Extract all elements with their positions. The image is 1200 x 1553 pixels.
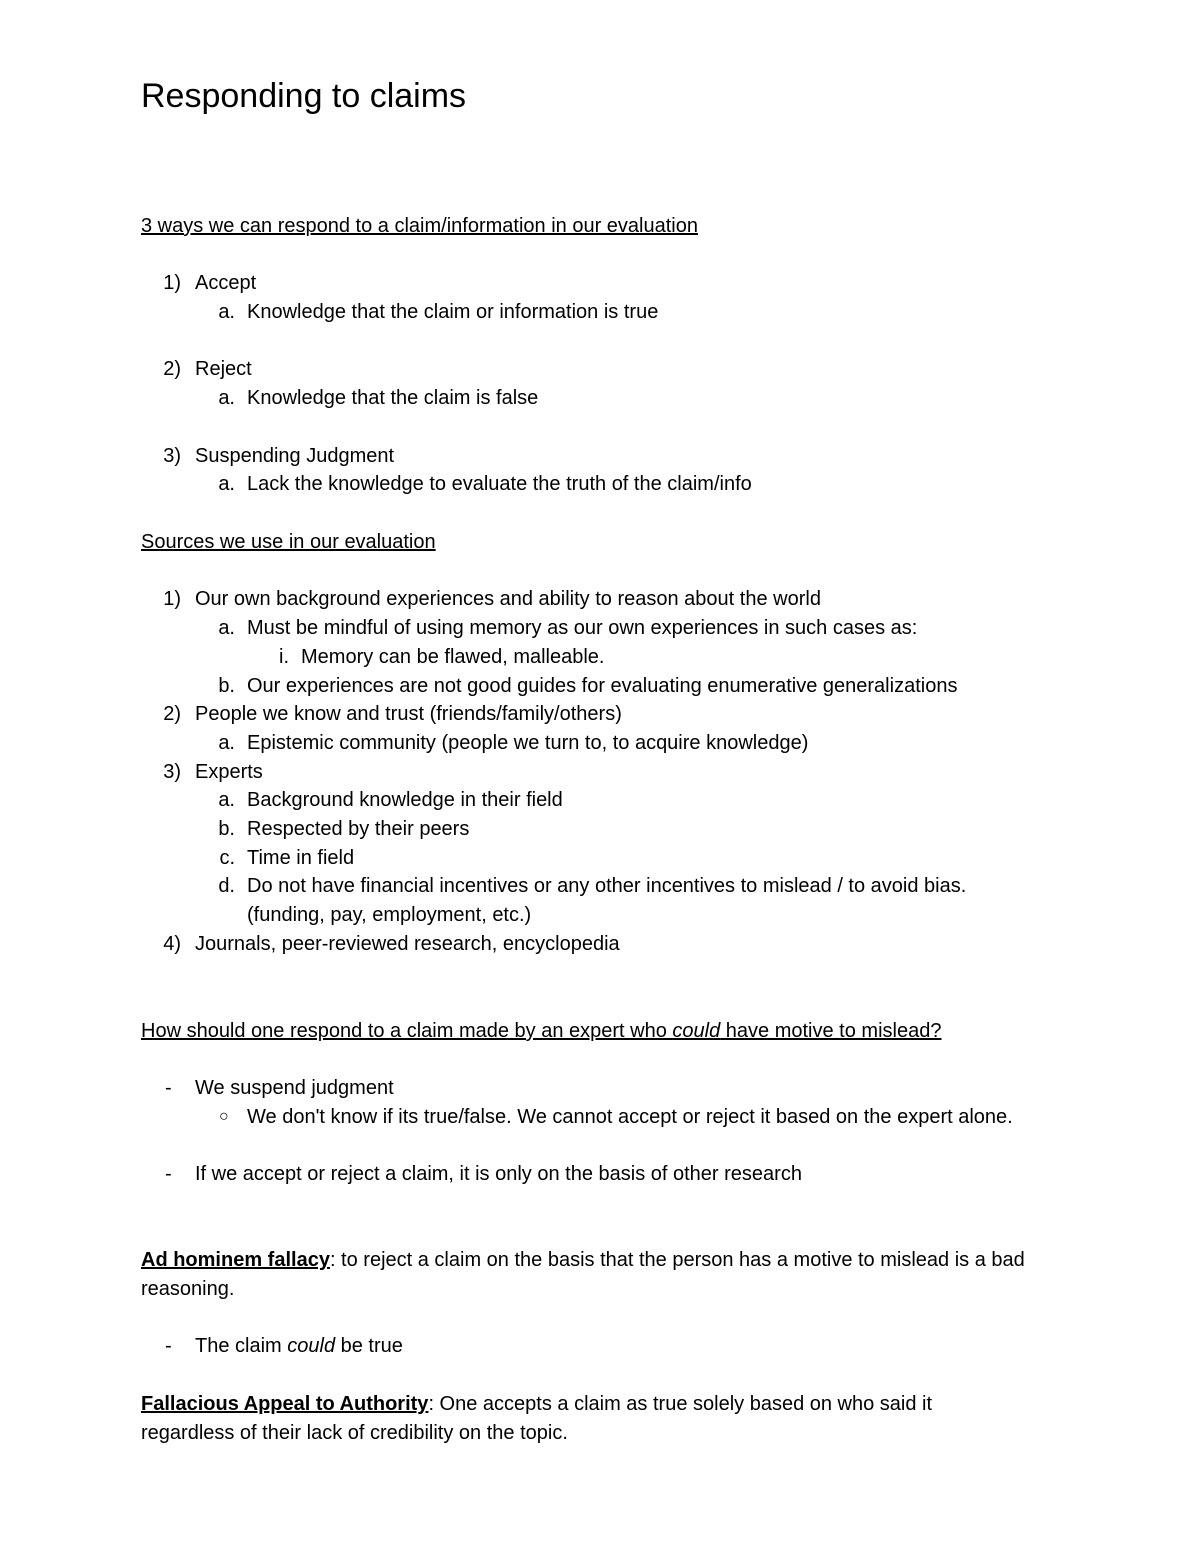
sub-bullet-item-text: We don't know if its true/false. We cannot accept or reject it based on the expert alone. — [247, 1106, 1013, 1129]
list-marker: 1) — [163, 588, 181, 611]
bullet-item — [141, 1074, 1061, 1103]
list-marker: 1) — [163, 272, 181, 295]
definition-term: Ad hominem fallacy — [141, 1249, 330, 1271]
sub-list-item-text: Background knowledge in their field — [247, 789, 563, 812]
sub-list-item — [141, 729, 1061, 758]
bullet-item — [141, 1332, 1051, 1361]
sub-sub-list-item — [141, 643, 1061, 672]
sub-list-item — [141, 815, 1061, 844]
sub-list-item — [141, 786, 1061, 815]
list-marker: a. — [218, 731, 235, 754]
section-ad-hominem — [141, 1246, 1051, 1361]
bullet-item-text: We suspend judgment — [195, 1077, 394, 1100]
section-sources — [141, 528, 1061, 959]
list-item-text: Accept — [195, 272, 257, 295]
sub-list-item-text: Our experiences are not good guides for evaluating enumerative generalizations — [247, 674, 958, 697]
list-item — [141, 355, 1061, 384]
sub-list-item — [141, 844, 1061, 873]
sub-list-item-text: Knowledge that the claim or information is true — [247, 301, 659, 324]
list-marker: 3) — [163, 760, 181, 783]
sub-list-item-text: Must be mindful of using memory as our own experiences in such cases as: — [247, 617, 918, 640]
list-item — [141, 758, 1061, 787]
list-item — [141, 269, 1061, 298]
list-marker: c. — [219, 846, 235, 869]
sub-list-item-text: Do not have financial incentives or any other incentives to mislead / to avoid bias. (funding, pay, employment, etc.) — [247, 875, 967, 927]
list-item-text: Journals, peer-reviewed research, encyclopedia — [195, 932, 620, 955]
definition-appeal-authority — [141, 1390, 991, 1447]
definition-ad-hominem — [141, 1246, 1051, 1303]
sub-sub-list-item-text: Memory can be flawed, malleable. — [301, 645, 605, 668]
dash-marker: - — [165, 1335, 172, 1358]
dash-marker: - — [165, 1163, 172, 1186]
section-appeal-authority — [141, 1390, 991, 1447]
bullet-item — [141, 1160, 1061, 1189]
sub-list-item-text: Time in field — [247, 846, 355, 869]
sub-list-item-text: Lack the knowledge to evaluate the truth of the claim/info — [247, 473, 752, 496]
list-item-text: People we know and trust (friends/family/others) — [195, 703, 622, 726]
bullet-item-text — [195, 1335, 403, 1357]
definition-text: to reject a claim on the basis that the person has a motive to mislead is a bad reasoning. — [141, 1249, 1025, 1300]
sub-list-item — [141, 470, 1061, 499]
list-marker: a. — [218, 387, 235, 410]
section-expert-motive — [141, 1017, 1061, 1189]
list-marker: b. — [218, 674, 235, 697]
sub-list-item-text: Epistemic community (people we turn to, to acquire knowledge) — [247, 731, 809, 754]
list-item — [141, 930, 1061, 959]
bullet-text: The claim — [195, 1335, 288, 1358]
list-marker: i. — [279, 645, 289, 668]
list-marker: a. — [218, 301, 235, 324]
bullet-emphasis: could — [287, 1335, 336, 1358]
section-heading-sources: Sources we use in our evaluation — [141, 531, 436, 553]
sub-list-item — [141, 614, 1061, 643]
list-item — [141, 585, 1061, 614]
list-marker: b. — [218, 818, 235, 841]
list-marker: a. — [218, 617, 235, 640]
page-title: Responding to claims — [141, 77, 467, 115]
list-item-text: Suspending Judgment — [195, 444, 395, 467]
heading-text: How should one respond to a claim made by an expert who — [141, 1020, 673, 1042]
sub-list-item-text: Respected by their peers — [247, 818, 470, 841]
list-marker: d. — [218, 875, 235, 898]
heading-text: have motive to mislead? — [720, 1020, 942, 1042]
section-heading-expert-motive — [141, 1017, 1061, 1046]
list-marker: a. — [218, 473, 235, 496]
list-item — [141, 442, 1061, 471]
dash-marker: - — [165, 1077, 172, 1100]
definition-colon: : — [329, 1249, 336, 1271]
list-item-text: Our own background experiences and ability to reason about the world — [195, 588, 821, 611]
list-marker: 3) — [163, 444, 181, 467]
section-heading-response-ways: 3 ways we can respond to a claim/information in our evaluation — [141, 215, 698, 237]
heading-emphasis: could — [672, 1020, 721, 1042]
sub-list-item — [141, 298, 1061, 327]
section-response-ways — [141, 212, 1061, 499]
list-item-text: Experts — [195, 760, 263, 783]
list-marker: a. — [218, 789, 235, 812]
sub-list-item — [141, 672, 1061, 701]
bullet-text: be true — [335, 1335, 403, 1358]
circle-bullet-icon: ○ — [219, 1108, 229, 1126]
list-marker: 4) — [163, 932, 181, 955]
list-item — [141, 700, 1061, 729]
sub-list-item — [141, 872, 1037, 929]
definition-colon: : — [428, 1393, 434, 1415]
sub-list-item — [141, 384, 1061, 413]
definition-term: Fallacious Appeal to Authority — [141, 1393, 429, 1415]
list-marker: 2) — [163, 358, 181, 381]
sub-list-item-text: Knowledge that the claim is false — [247, 387, 539, 410]
definition-text: One accepts a claim as true solely based on who said it regardless of their lack of credibility on the topic. — [141, 1393, 933, 1444]
bullet-item-text: If we accept or reject a claim, it is only on the basis of other research — [195, 1163, 802, 1186]
list-marker: 2) — [163, 703, 181, 726]
sub-bullet-item — [141, 1103, 1027, 1132]
list-item-text: Reject — [195, 358, 252, 381]
